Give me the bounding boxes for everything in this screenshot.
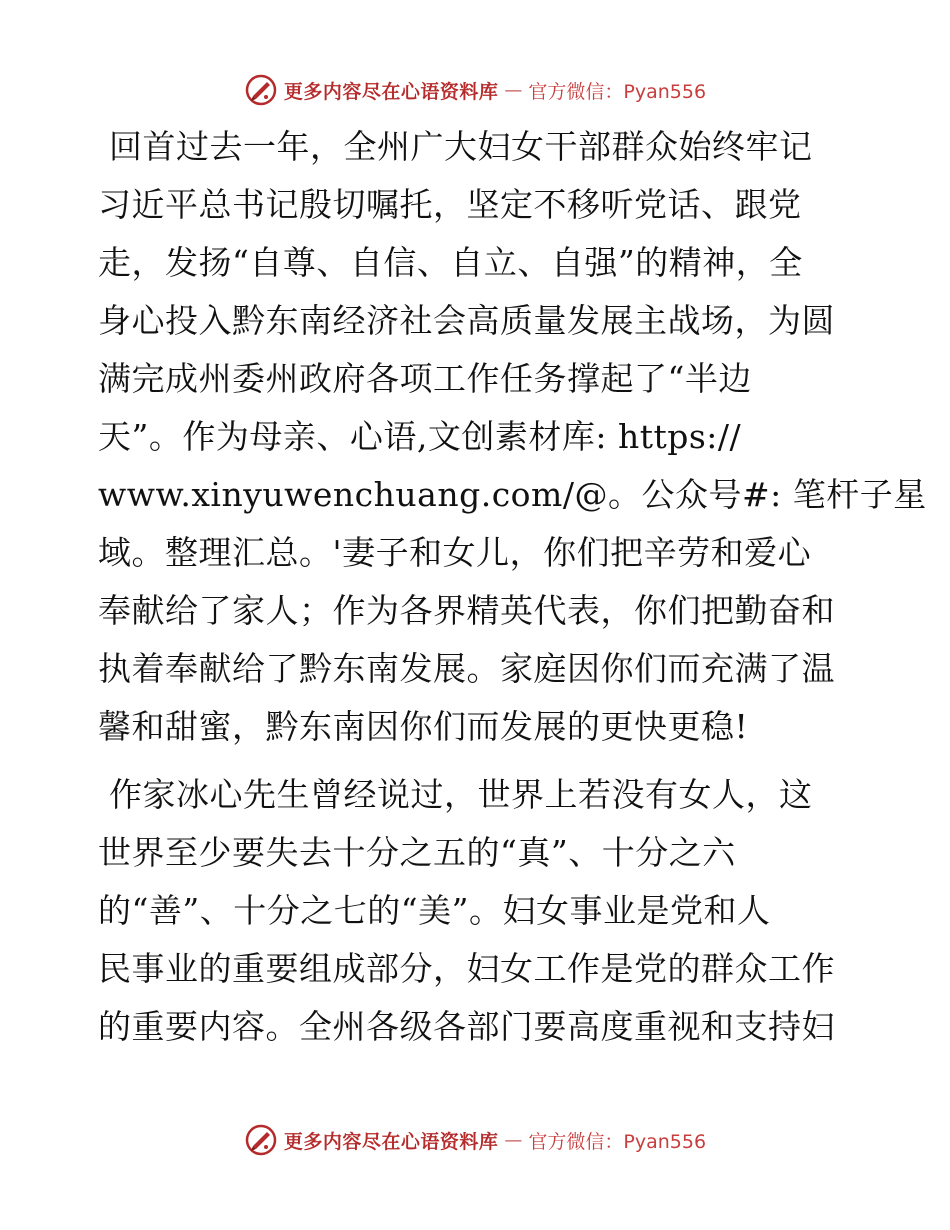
pen-nib-logo-icon bbox=[244, 73, 278, 107]
text-line: www.xinyuwenchuang.com/@。公众号#: 笔杆子星 bbox=[98, 475, 927, 514]
text-line: 的“善”、十分之七的“美”。妇女事业是党和人 bbox=[98, 891, 771, 930]
text-line: 民事业的重要组成部分，妇女工作是党的群众工作 bbox=[98, 949, 835, 988]
paragraph-1 bbox=[98, 118, 927, 756]
header-separator: — bbox=[504, 79, 523, 101]
text-line: 天”。作为母亲、心语,文创素材库: https:// bbox=[98, 417, 742, 456]
header-banner bbox=[0, 70, 950, 110]
header-brand-text: 更多内容尽在心语资料库 bbox=[283, 80, 499, 103]
text-line: 满完成州委州政府各项工作任务撑起了“半边 bbox=[98, 359, 752, 398]
text-line: 回首过去一年，全州广大妇女干部群众始终牢记 bbox=[98, 127, 813, 166]
pen-nib-logo-icon bbox=[244, 1123, 278, 1157]
text-line: 执着奉献给了黔东南发展。家庭因你们而充满了温 bbox=[98, 649, 835, 688]
text-line: 作家冰心先生曾经说过，世界上若没有女人，这 bbox=[98, 775, 813, 814]
text-line: 奉献给了家人；作为各界精英代表，你们把勤奋和 bbox=[98, 591, 835, 630]
text-line: 身心投入黔东南经济社会高质量发展主战场，为圆 bbox=[98, 301, 835, 340]
text-line: 域。整理汇总。'妻子和女儿，你们把辛劳和爱心 bbox=[98, 533, 812, 572]
text-line: 馨和甜蜜，黔东南因你们而发展的更快更稳! bbox=[98, 707, 749, 746]
text-line: 的重要内容。全州各级各部门要高度重视和支持妇 bbox=[98, 1007, 835, 1046]
header-wechat-text: 官方微信：Pyan556 bbox=[528, 80, 707, 103]
footer-wechat-text: 官方微信：Pyan556 bbox=[528, 1130, 707, 1153]
text-line: 习近平总书记殷切嘱托，坚定不移听党话、跟党 bbox=[98, 185, 802, 224]
paragraph-2 bbox=[98, 766, 858, 1056]
paragraph-gap bbox=[98, 756, 858, 766]
footer-banner bbox=[0, 1120, 950, 1160]
document-body bbox=[98, 118, 927, 1056]
text-line: 世界至少要失去十分之五的“真”、十分之六 bbox=[98, 833, 736, 872]
footer-brand-text: 更多内容尽在心语资料库 bbox=[283, 1130, 499, 1153]
text-line: 走，发扬“自尊、自信、自立、自强”的精神，全 bbox=[98, 243, 803, 282]
footer-separator: — bbox=[504, 1129, 523, 1151]
